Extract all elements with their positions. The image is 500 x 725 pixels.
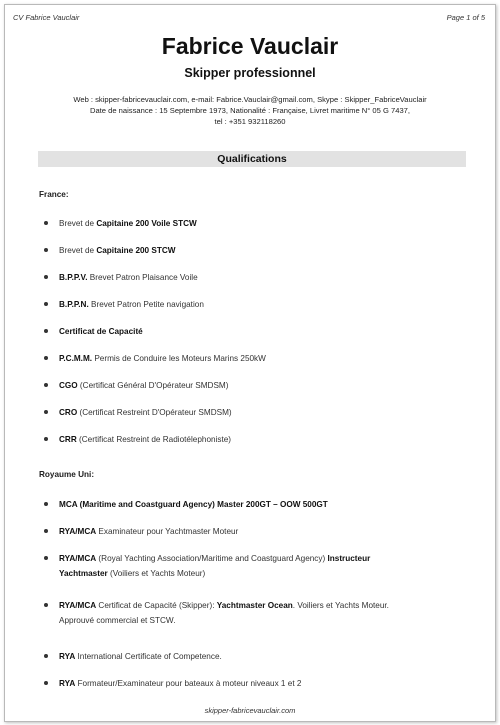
section-heading-qualifications: Qualifications — [38, 151, 466, 167]
bullet-icon — [44, 221, 48, 225]
bullet-icon — [44, 603, 48, 607]
list-item: MCA (Maritime and Coastguard Agency) Master 200GT – OOW 500GT — [59, 497, 459, 512]
bullet-icon — [44, 302, 48, 306]
document-page — [4, 4, 496, 722]
list-item: Brevet de Capitaine 200 Voile STCW — [59, 216, 459, 231]
bullet-icon — [44, 383, 48, 387]
contact-line-phone: tel : +351 932118260 — [214, 117, 286, 126]
list-item: Brevet de Capitaine 200 STCW — [59, 243, 459, 258]
footer-website: skipper-fabricevauclair.com — [204, 706, 296, 715]
list-item: P.C.M.M. Permis de Conduire les Moteurs Marins 250kW — [59, 351, 459, 366]
list-item: RYA International Certificate of Competence. — [59, 649, 459, 664]
contact-line-web: Web : skipper-fabricevauclair.com, e-mail: Fabrice.Vauclair@gmail.com, Skype : Skipper_FabriceVauclair — [73, 95, 427, 104]
running-header-left: CV Fabrice Vauclair — [13, 13, 80, 22]
contact-block — [45, 94, 455, 127]
bullet-icon — [44, 248, 48, 252]
list-item: B.P.P.N. Brevet Patron Petite navigation — [59, 297, 459, 312]
list-item: B.P.P.V. Brevet Patron Plaisance Voile — [59, 270, 459, 285]
bullet-icon — [44, 502, 48, 506]
person-name: Fabrice Vauclair — [161, 33, 339, 59]
list-item: CRO (Certificat Restreint D'Opérateur SMDSM) — [59, 405, 459, 420]
group-label-uk: Royaume Uni: — [39, 470, 95, 479]
bullet-icon — [44, 356, 48, 360]
person-title: Skipper professionnel — [184, 66, 316, 80]
list-item: CRR (Certificat Restreint de Radiotélephoniste) — [59, 432, 459, 447]
page-number: Page 1 of 5 — [446, 13, 485, 22]
list-item: RYA/MCA Examinateur pour Yachtmaster Moteur — [59, 524, 459, 539]
bullet-icon — [44, 410, 48, 414]
list-item: CGO (Certificat Général D'Opérateur SMDSM) — [59, 378, 459, 393]
list-item: RYA/MCA Certificat de Capacité (Skipper): Yachtmaster Ocean. Voiliers et Yachts Moteur. Approuvé commercial et STCW. — [59, 598, 459, 628]
bullet-icon — [44, 529, 48, 533]
list-item: Certificat de Capacité — [59, 324, 459, 339]
bullet-icon — [44, 654, 48, 658]
bullet-icon — [44, 681, 48, 685]
bullet-icon — [44, 437, 48, 441]
bullet-icon — [44, 329, 48, 333]
list-item: RYA Formateur/Examinateur pour bateaux à moteur niveaux 1 et 2 — [59, 676, 459, 691]
bullet-icon — [44, 556, 48, 560]
list-item: RYA/MCA (Royal Yachting Association/Maritime and Coastguard Agency) Instructeur Yachtmaster (Voiliers et Yachts Moteur) — [59, 551, 459, 581]
contact-line-birth: Date de naissance : 15 Septembre 1973, Nationalité : Française, Livret maritime N° 05 G 7437, — [89, 106, 411, 115]
bullet-icon — [44, 275, 48, 279]
group-label-france: France: — [39, 190, 69, 199]
